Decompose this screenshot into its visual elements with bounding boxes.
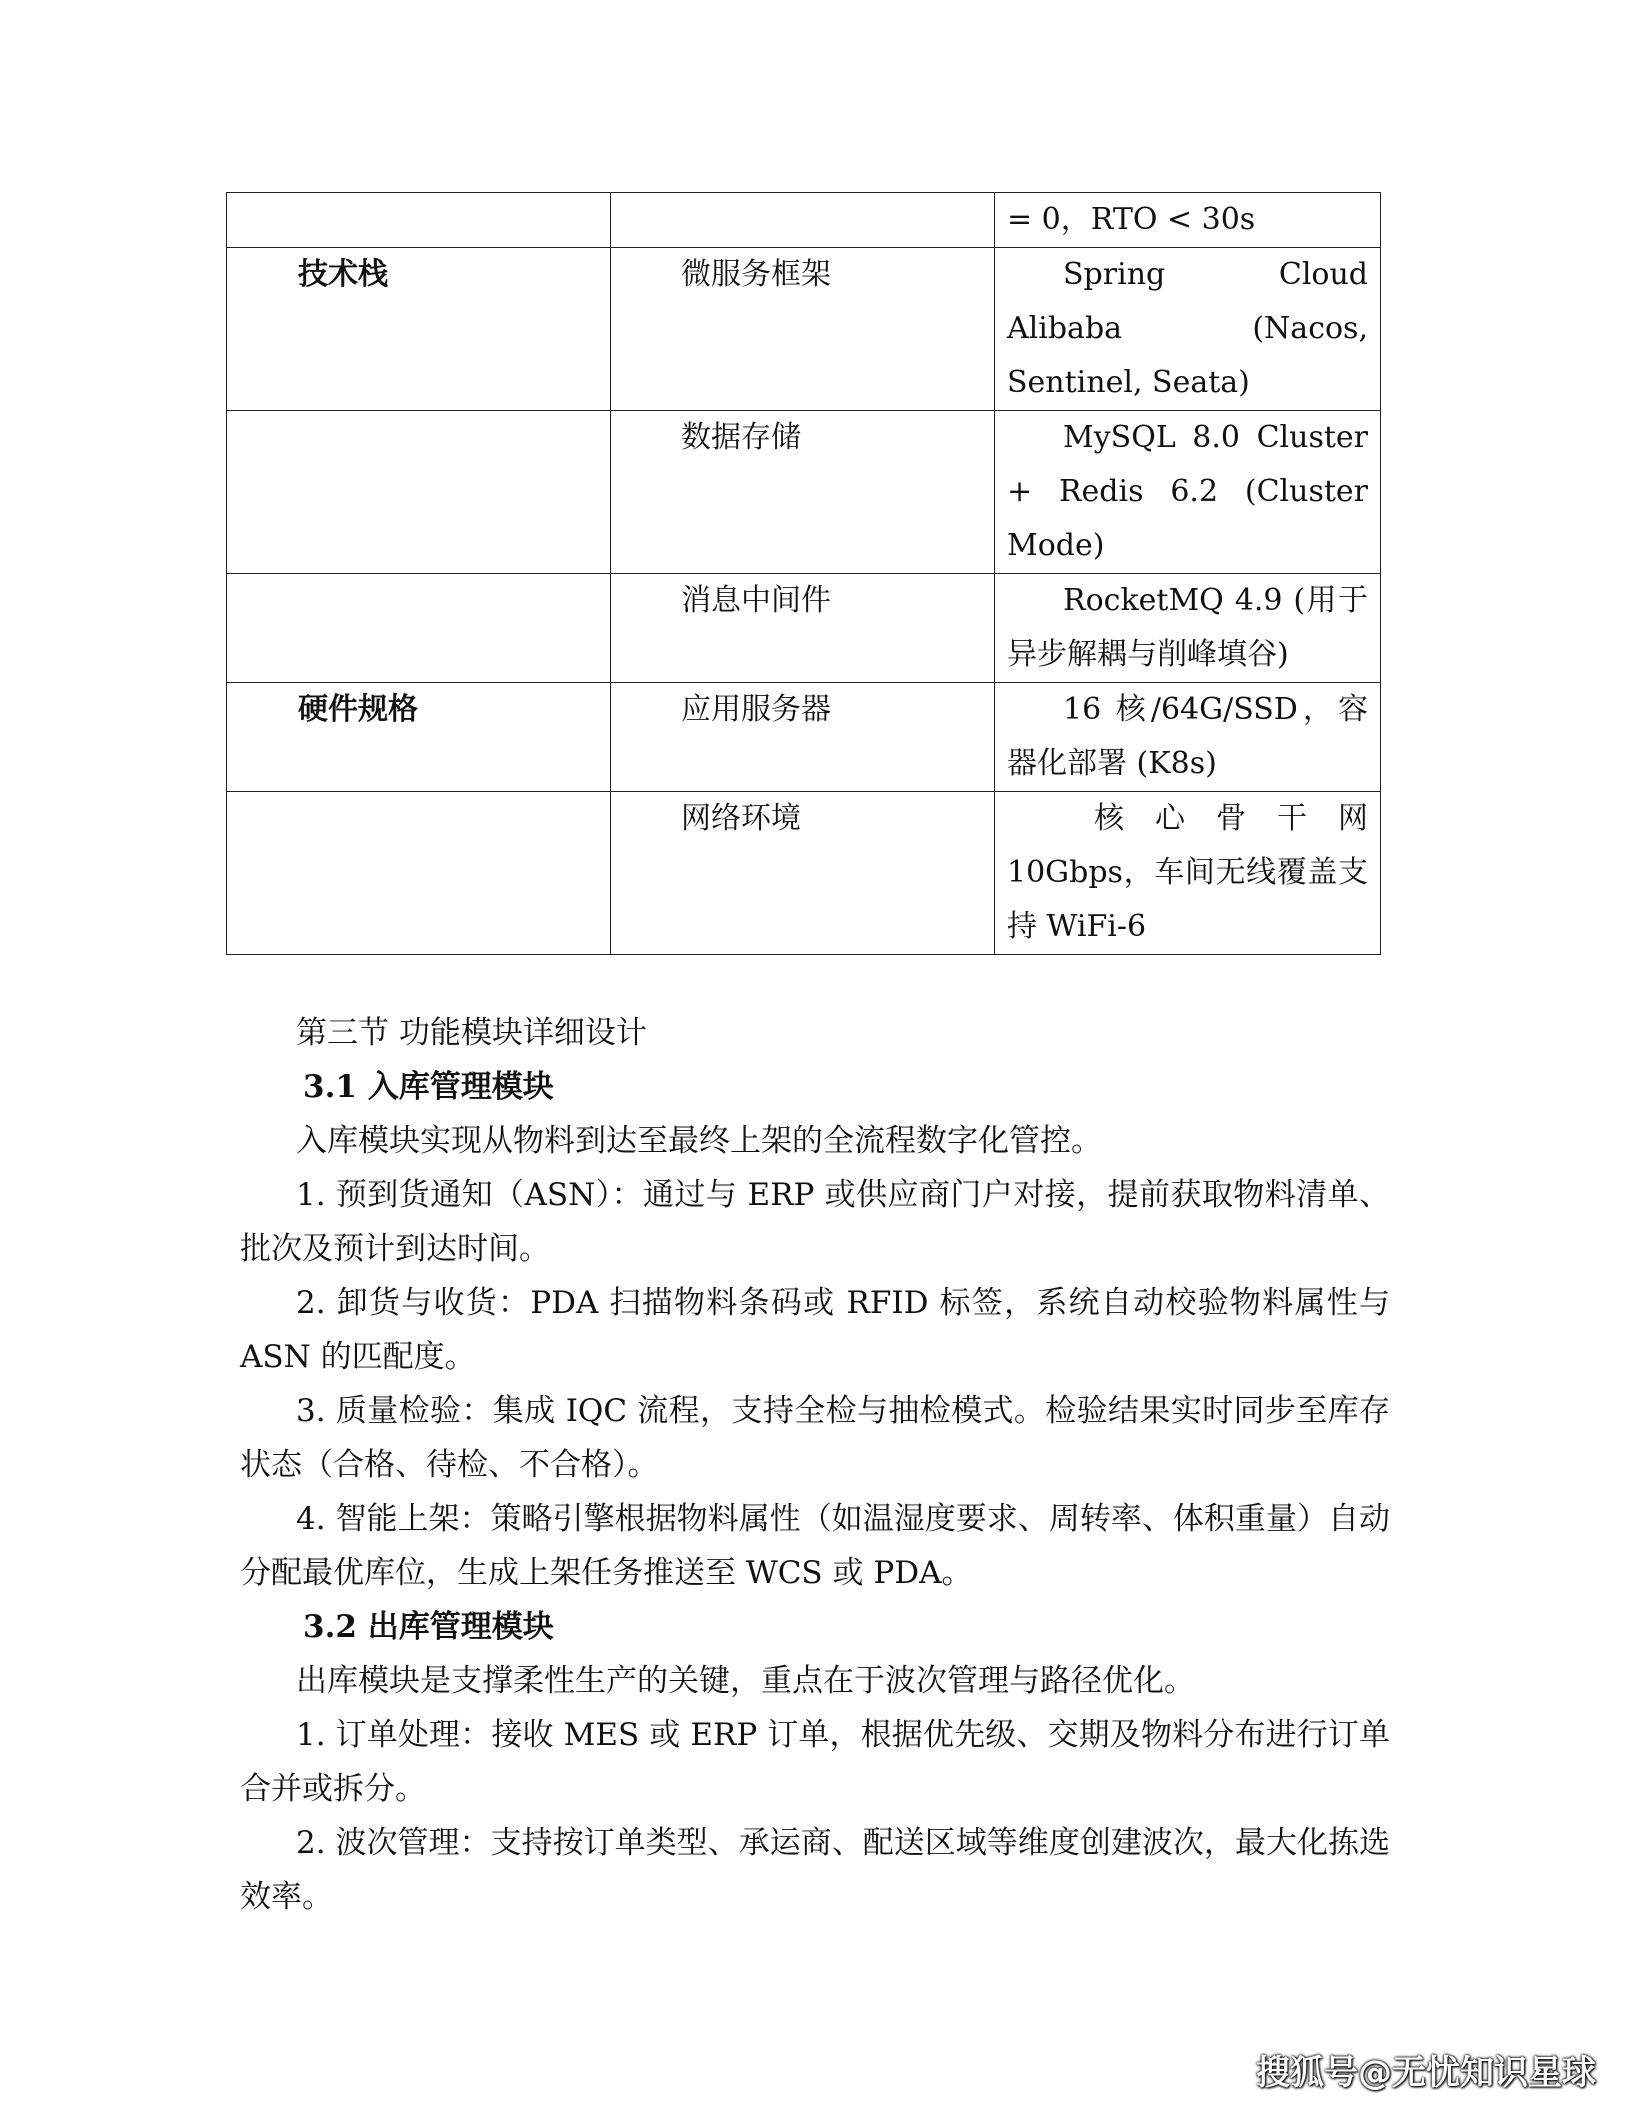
table-row (227, 193, 1381, 248)
table-cell-category (227, 574, 611, 683)
table-cell-value-text: Spring Cloud Alibaba (Nacos, Sentinel, Seata) (1007, 257, 1368, 400)
table-row (227, 248, 1381, 411)
list-item: 3. 质量检验：集成 IQC 流程，支持全检与抽检模式。检验结果实时同步至库存状态（合格、待检、不合格）。 (240, 1393, 1390, 1483)
table-cell-category: 技术栈 (227, 248, 611, 411)
list-item: 2. 卸货与收货：PDA 扫描物料条码或 RFID 标签，系统自动校验物料属性与 ASN 的匹配度。 (240, 1285, 1390, 1375)
table-cell-item: 微服务框架 (611, 248, 995, 411)
table-cell-category (227, 792, 611, 955)
table-row (227, 683, 1381, 792)
list-item: 4. 智能上架：策略引擎根据物料属性（如温湿度要求、周转率、体积重量）自动分配最优库位，生成上架任务推送至 WCS 或 PDA。 (240, 1501, 1390, 1591)
table-row (227, 411, 1381, 574)
paragraph: 入库模块实现从物料到达至最终上架的全流程数字化管控。 (296, 1123, 1102, 1159)
table-cell-item: 应用服务器 (611, 683, 995, 792)
paragraph: 出库模块是支撑柔性生产的关键，重点在于波次管理与路径优化。 (296, 1663, 1195, 1699)
table-cell-value (995, 683, 1381, 792)
subsection-title: 3.1 入库管理模块 (303, 1069, 554, 1105)
table-cell-value-text: 16 核/64G/SSD，容器化部署 (K8s) (1007, 692, 1368, 781)
table-cell-item (611, 193, 995, 248)
table-cell-value (995, 411, 1381, 574)
list-item: 2. 波次管理：支持按订单类型、承运商、配送区域等维度创建波次，最大化拣选效率。 (240, 1825, 1390, 1915)
table-cell-category (227, 411, 611, 574)
table-cell-item: 网络环境 (611, 792, 995, 955)
table-row (227, 792, 1381, 955)
spec-table (226, 192, 1381, 955)
list-item: 1. 预到货通知（ASN）：通过与 ERP 或供应商门户对接，提前获取物料清单、批次及预计到达时间。 (240, 1177, 1390, 1267)
table-cell-category: 硬件规格 (227, 683, 611, 792)
table-row (227, 574, 1381, 683)
section-title: 第三节 功能模块详细设计 (296, 1015, 647, 1051)
list-item: 1. 订单处理：接收 MES 或 ERP 订单，根据优先级、交期及物料分布进行订单合并或拆分。 (240, 1717, 1390, 1807)
table-cell-value (995, 248, 1381, 411)
table-cell-value-text: RocketMQ 4.9 (用于异步解耦与削峰填谷) (1007, 583, 1368, 672)
table-cell-category (227, 193, 611, 248)
table-cell-value (995, 574, 1381, 683)
watermark: 搜狐号@无忧知识星球 (1256, 2053, 1596, 2093)
table-cell-value-text: 核心骨干网 10Gbps，车间无线覆盖支持 WiFi-6 (1007, 801, 1368, 944)
subsection-title: 3.2 出库管理模块 (303, 1609, 554, 1645)
table-cell-item: 消息中间件 (611, 574, 995, 683)
table-cell-value: = 0，RTO < 30s (995, 193, 1381, 248)
table-cell-value-text: MySQL 8.0 Cluster + Redis 6.2 (Cluster Mode) (1007, 420, 1368, 563)
table-cell-item: 数据存储 (611, 411, 995, 574)
table-cell-value (995, 792, 1381, 955)
